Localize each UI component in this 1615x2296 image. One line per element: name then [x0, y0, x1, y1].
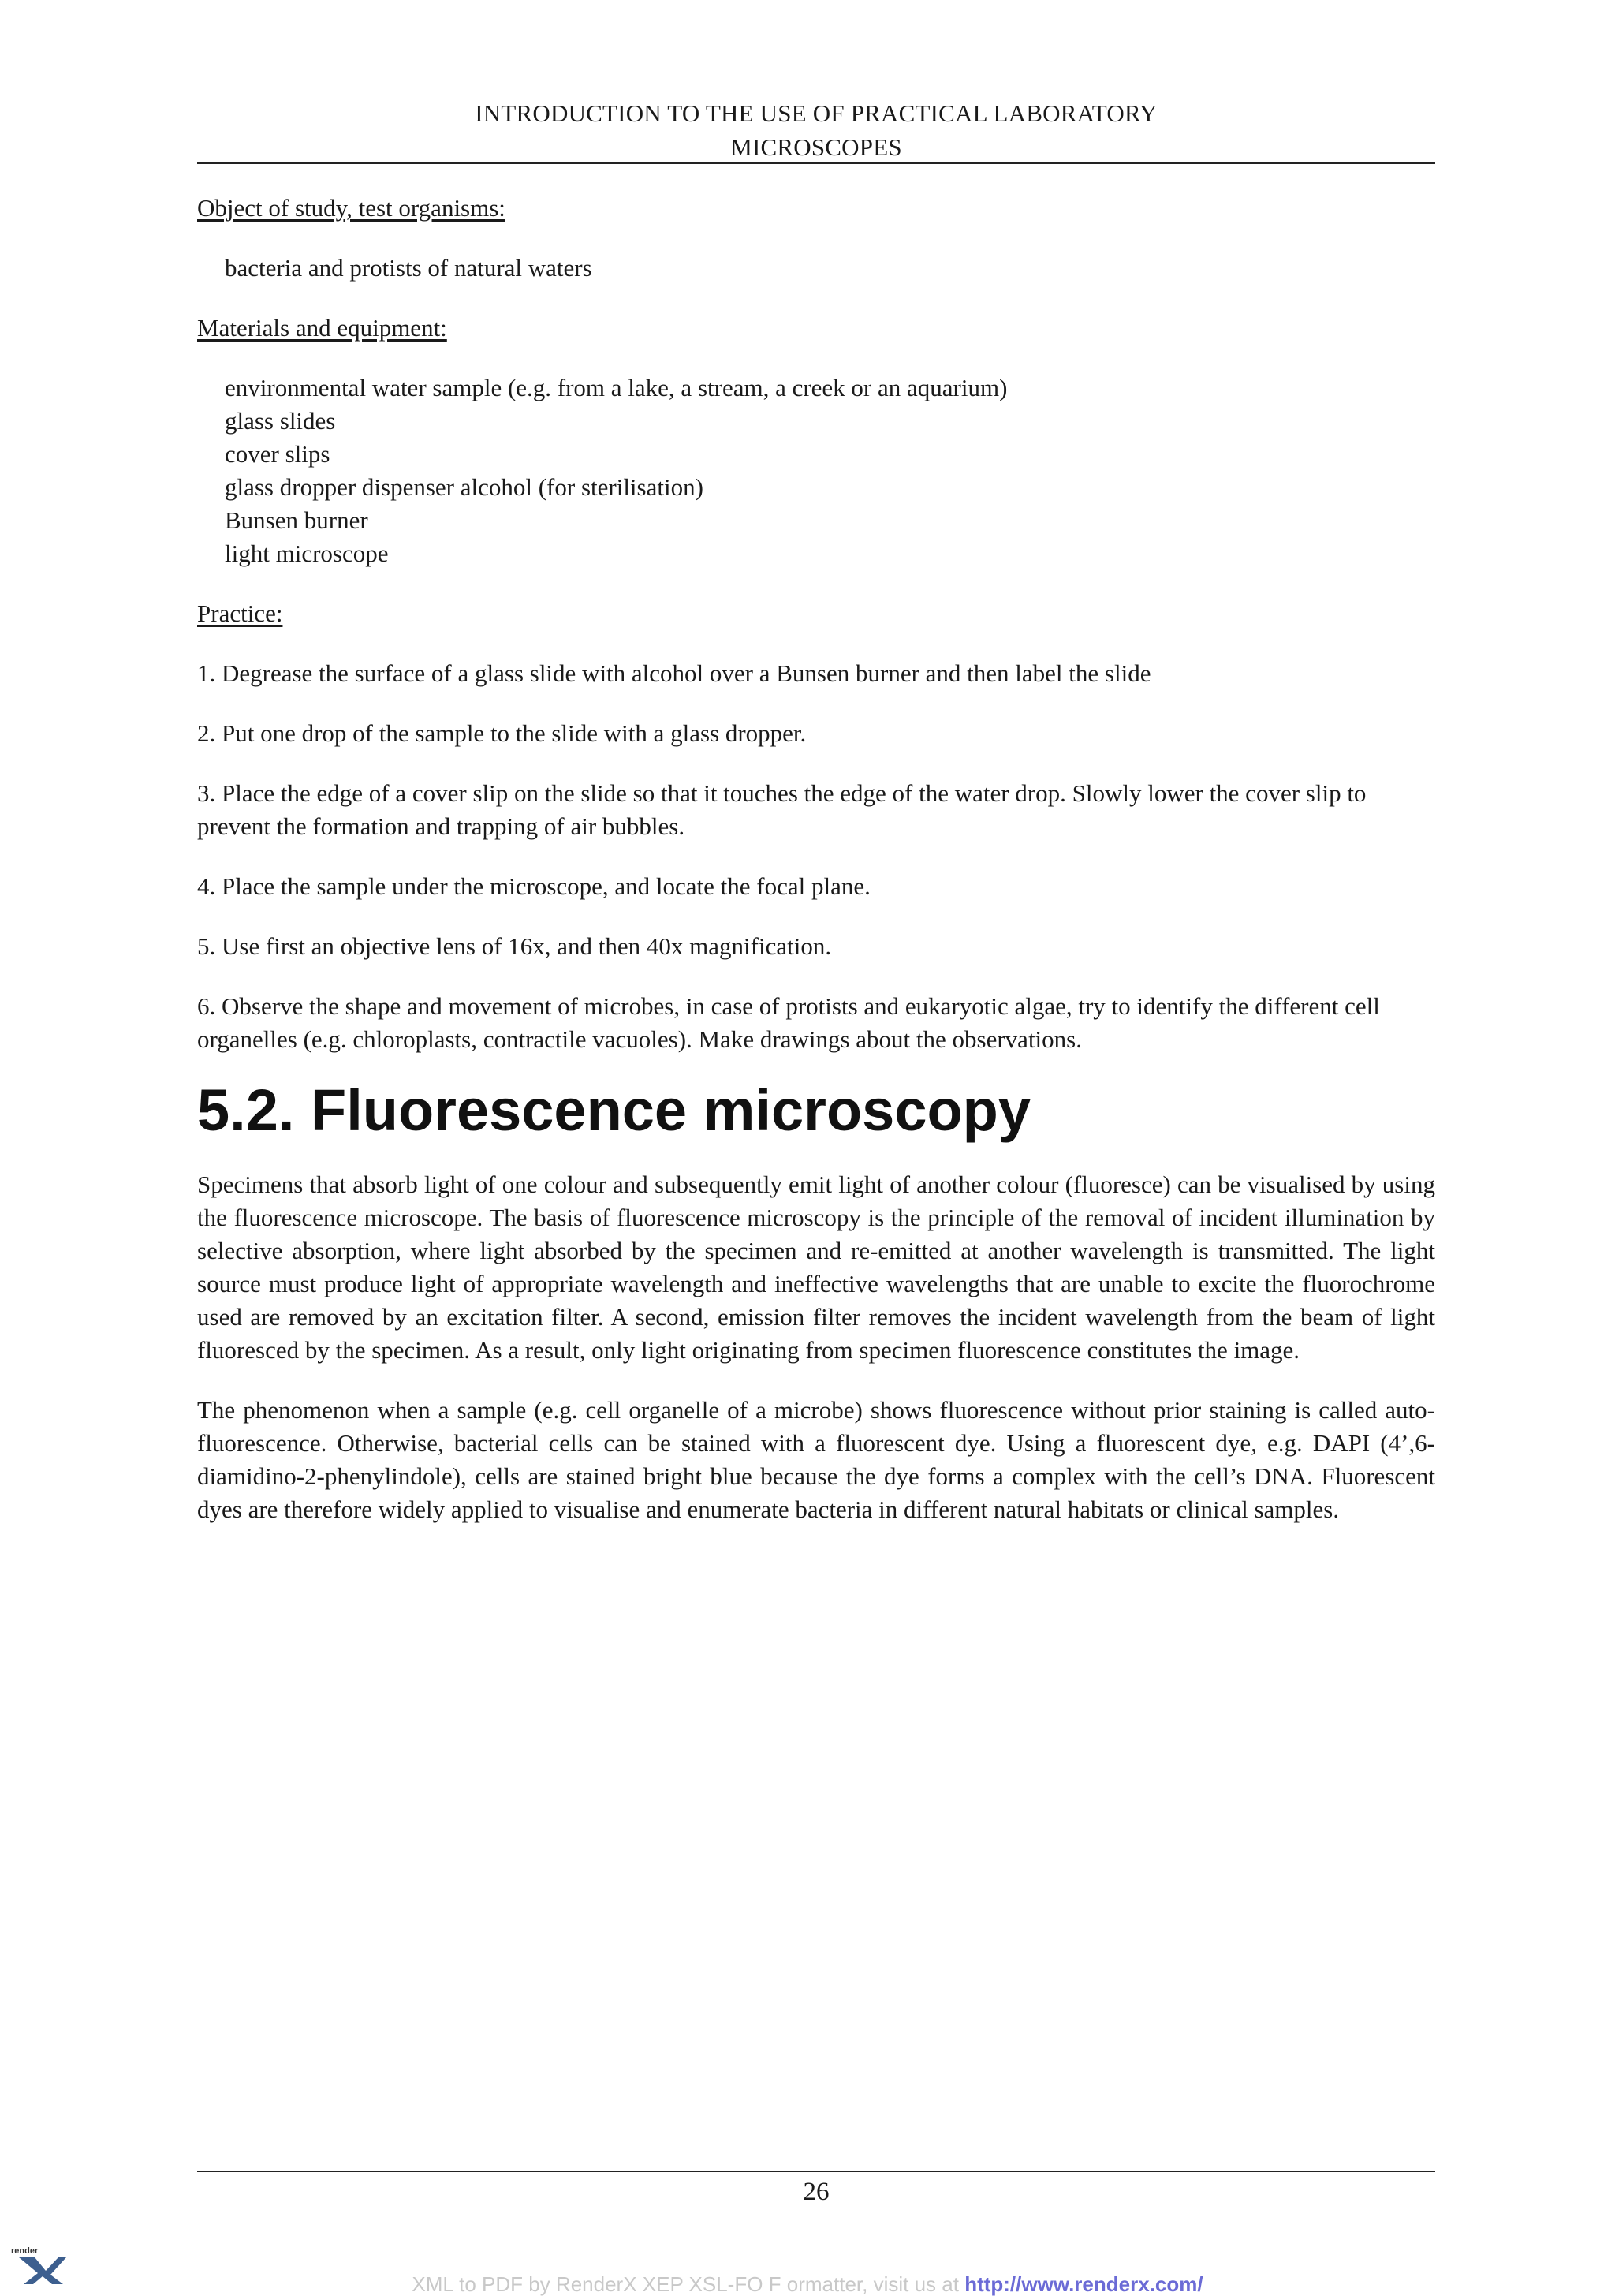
practice-step-6: 6. Observe the shape and movement of microbes, in case of protists and eukaryotic algae, try to identify the different cell organelles (e.g. chloroplasts, contractile vacuoles). Make drawings about the observations. [197, 992, 1380, 1053]
watermark-link[interactable]: http://www.renderx.com/ [964, 2272, 1203, 2296]
practice-step-2: 2. Put one drop of the sample to the slide with a glass dropper. [197, 719, 807, 747]
watermark [0, 2272, 1615, 2296]
object-of-study-label: Object of study, test organisms: [197, 194, 505, 222]
page-number: 26 [803, 2178, 830, 2206]
materials-item: environmental water sample (e.g. from a lake, a stream, a creek or an aquarium) [225, 374, 1008, 401]
section-heading: 5.2. Fluorescence microscopy [197, 1077, 1031, 1143]
object-of-study-list [225, 252, 1435, 285]
renderx-logo-text: render [11, 2246, 39, 2256]
object-of-study-item: bacteria and protists of natural waters [225, 254, 592, 282]
practice-step-4: 4. Place the sample under the microscope, and locate the focal plane. [197, 872, 871, 900]
materials-label: Materials and equipment: [197, 314, 447, 342]
practice-steps [197, 657, 1435, 1056]
footer-rule [197, 2171, 1435, 2172]
materials-list [225, 371, 1435, 570]
page-content [197, 192, 1435, 1553]
materials-item: cover slips [225, 440, 330, 468]
body-paragraph: Specimens that absorb light of one colour and subsequently emit light of another colour (fluoresce) can be visualised by using the fluorescence microscope. The basis of fluorescence microscopy is the principle of the removal of incident illumination by selective absorption, where light absorbed by the specimen and re-emitted at another wavelength is transmitted. The light source must produce light of appropriate wavelength and ineffective wavelengths that are unable to excite the fluorochrome used are removed by an excitation filter. A second, emission filter removes the incident wavelength from the beam of light fluoresced by the specimen. As a result, only light originating from specimen fluorescence constitutes the image. [197, 1170, 1435, 1364]
practice-step-1: 1. Degrease the surface of a glass slide with alcohol over a Bunsen burner and then label the slide [197, 659, 1151, 687]
practice-step-3: 3. Place the edge of a cover slip on the slide so that it touches the edge of the water drop. Slowly lower the cover slip to prevent the formation and trapping of air bubbles. [197, 779, 1367, 840]
materials-item: light microscope [225, 539, 389, 567]
watermark-text: XML to PDF by RenderX XEP XSL-FO F ormatter, visit us at [412, 2272, 965, 2296]
body-paragraph: The phenomenon when a sample (e.g. cell organelle of a microbe) shows fluorescence without prior staining is called auto-fluorescence. Otherwise, bacterial cells can be stained with a fluorescent dye. Using a fluorescent dye, e.g. DAPI (4’,6-diamidino-2-phenylindole), cells are stained bright blue because the dye forms a complex with the cell’s DNA. Fluorescent dyes are therefore widely applied to visualise and enumerate bacteria in different natural habitats or clinical samples. [197, 1396, 1435, 1523]
materials-item: glass slides [225, 407, 336, 435]
renderx-logo [11, 2246, 66, 2284]
header-title-line1: INTRODUCTION TO THE USE OF PRACTICAL LABORATORY [475, 99, 1158, 127]
header-rule [197, 162, 1435, 164]
running-header [197, 96, 1435, 164]
materials-item: glass dropper dispenser alcohol (for sterilisation) [225, 473, 703, 501]
header-title-line2: MICROSCOPES [730, 133, 902, 161]
practice-step-5: 5. Use first an objective lens of 16x, and then 40x magnification. [197, 932, 832, 960]
materials-item: Bunsen burner [225, 506, 368, 534]
practice-label: Practice: [197, 599, 283, 627]
